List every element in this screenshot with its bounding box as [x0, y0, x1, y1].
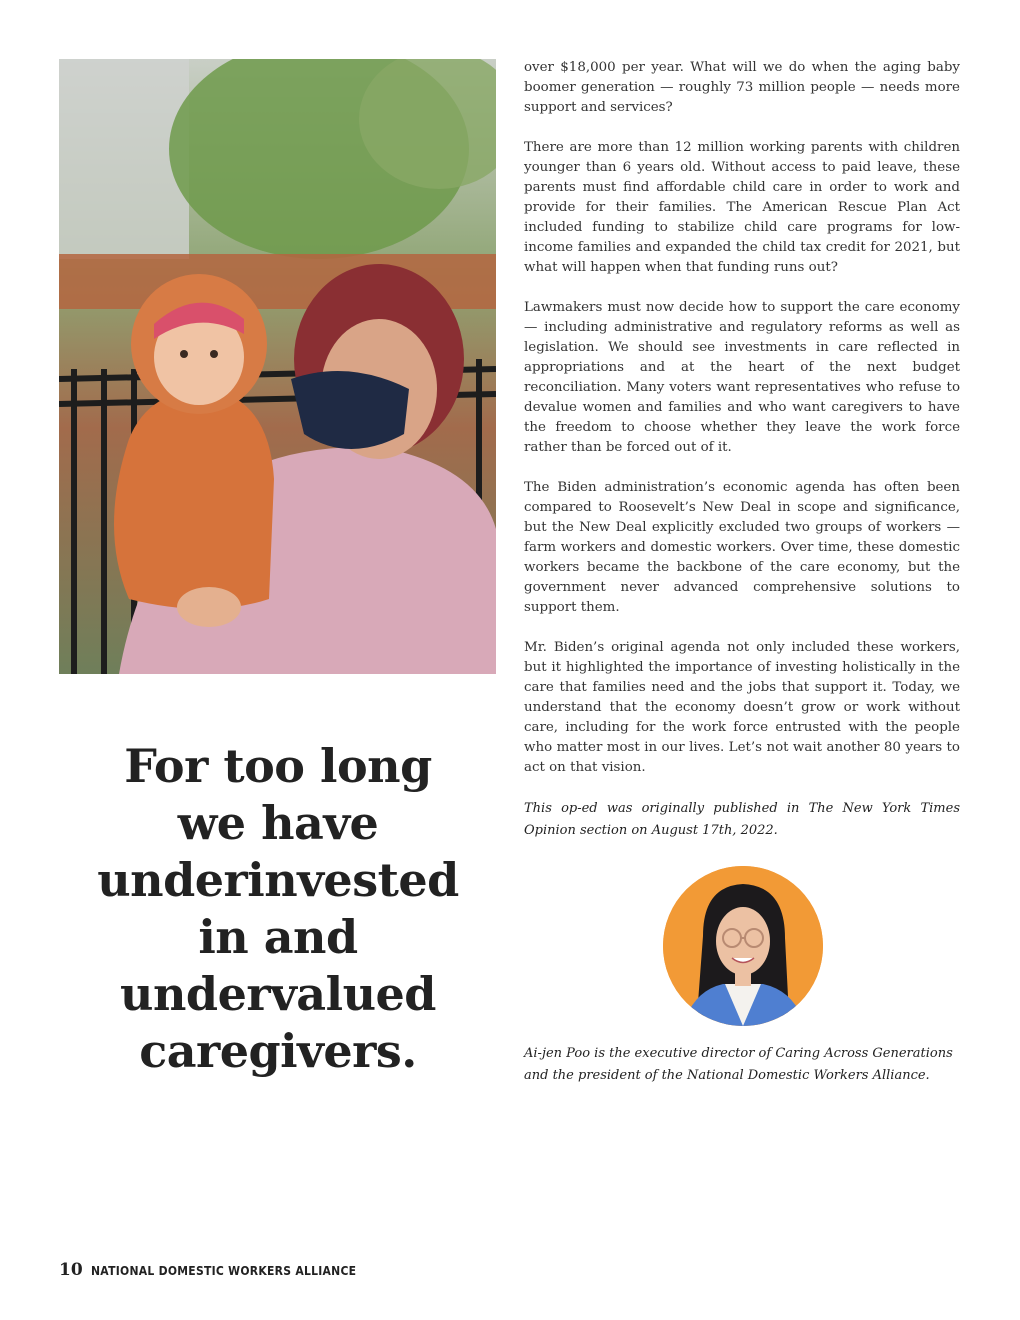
pull-quote-line: underinvested	[97, 853, 459, 907]
page-footer	[59, 1260, 385, 1280]
article-paragraph: Lawmakers must now decide how to support the care economy — including administrative and regulatory reforms as well as legislation. We should see investments in care reflected in appropriations and at the heart of the next budget reconciliation. Many voters want representatives who refuse to devalue women and families and who want caregivers to have the freedom to choose whether they leave the work force rather than be forced out of it.	[524, 300, 960, 455]
article-photo	[59, 59, 496, 674]
author-bio	[524, 1043, 964, 1087]
footer-org-name: NATIONAL DOMESTIC WORKERS ALLIANCE	[90, 1264, 356, 1278]
article-paragraph: over $18,000 per year. What will we do when the aging baby boomer generation — roughly 73 million people — needs more support and services?	[524, 60, 960, 115]
photo-grandmother-baby	[59, 59, 496, 674]
pull-quote-line: caregivers.	[139, 1024, 417, 1078]
page-number: 10	[59, 1260, 83, 1280]
pull-quote-line: undervalued	[120, 967, 436, 1021]
pull-quote-line: we have	[177, 796, 379, 850]
author-bio-line: and the president of the National Domestic Workers Alliance.	[524, 1068, 930, 1083]
article-paragraph: Mr. Biden’s original agenda not only included these workers, but it highlighted the importance of investing holistically in the care that families need and the jobs that support it. Today, we understand that the economy doesn’t grow or work without care, including for the work force entrusted with the people who matter most in our lives. Let’s not wait another 80 years to act on that vision.	[524, 640, 960, 775]
pull-quote-line: in and	[198, 910, 358, 964]
author-headshot	[663, 866, 823, 1026]
publication-credit: This op-ed was originally published in The New York Times Opinion section on August 17th, 2022.	[524, 801, 960, 838]
pull-quote-line: For too long	[124, 739, 432, 793]
article-paragraph: There are more than 12 million working parents with children younger than 6 years old. Without access to paid leave, these parents must find affordable child care in order to work and provide for their families. The American Rescue Plan Act included funding to stabilize child care programs for low-income families and expanded the child tax credit for 2021, but what will happen when that funding runs out?	[524, 140, 960, 275]
article-paragraph: The Biden administration’s economic agenda has often been compared to Roosevelt’s New Deal in scope and significance, but the New Deal explicitly excluded two groups of workers — farm workers and domestic workers. Over time, these domestic workers became the backbone of the care economy, but the government never advanced comprehensive solutions to support them.	[524, 480, 960, 615]
article-body	[524, 58, 960, 862]
author-bio-line: Ai-jen Poo is the executive director of Caring Across Generations	[524, 1046, 953, 1061]
pull-quote	[62, 738, 494, 1080]
author-portrait	[663, 866, 823, 1026]
